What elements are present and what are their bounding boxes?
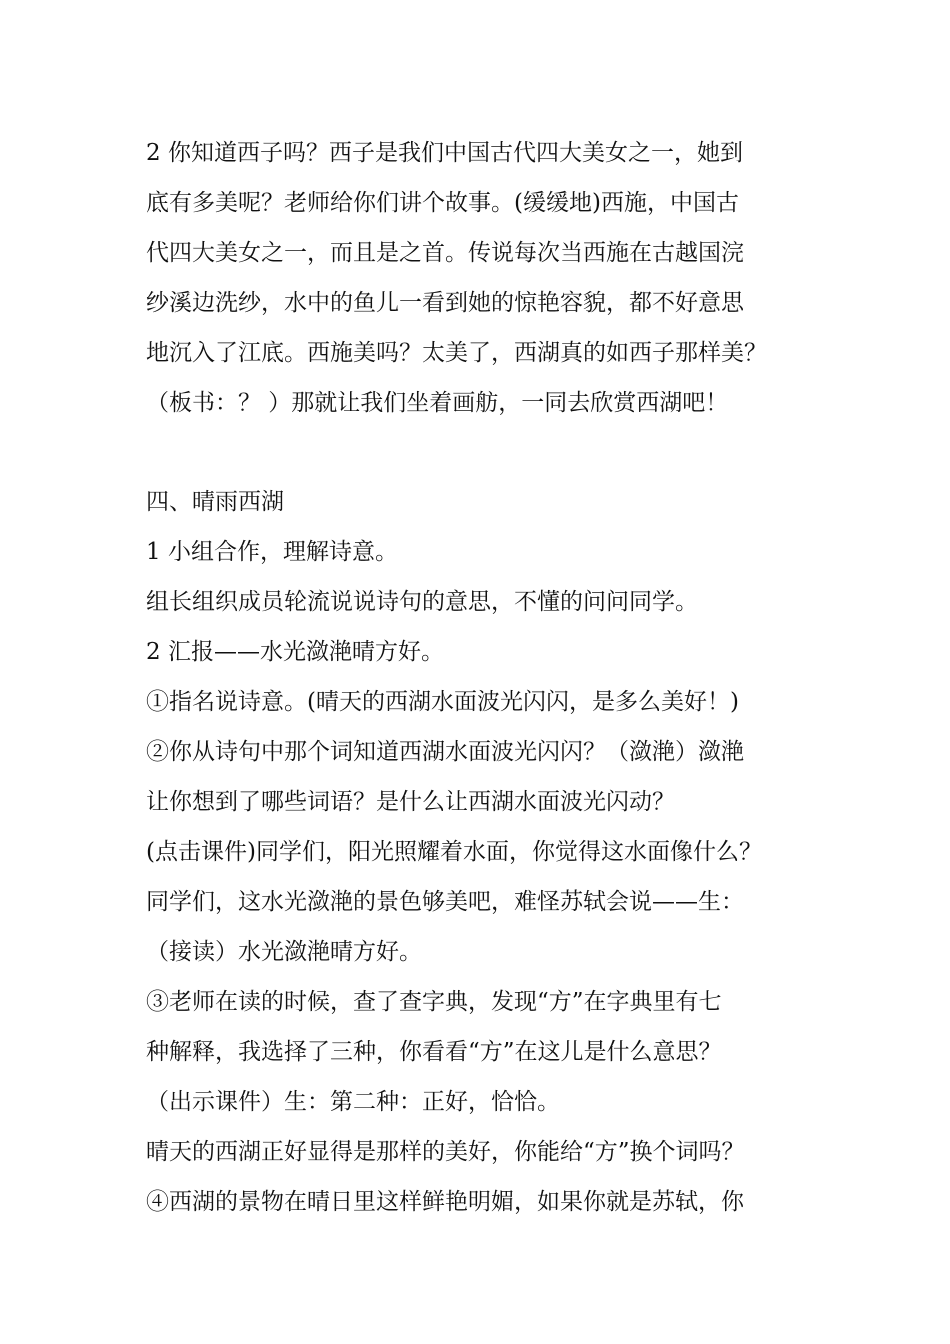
text-line: 地沉入了江底。西施美吗？太美了，西湖真的如西子那样美？ [146, 340, 767, 366]
section-heading: 四、晴雨西湖 [146, 489, 284, 515]
text-line: 纱溪边洗纱，水中的鱼儿一看到她的惊艳容貌，都不好意思 [146, 290, 744, 316]
text-line: 代四大美女之一，而且是之首。传说每次当西施在古越国浣 [146, 240, 744, 266]
text-line: 同学们，这水光潋滟的景色够美吧，难怪苏轼会说——生： [146, 889, 744, 915]
text-line: ③老师在读的时候，查了查字典，发现“方”在字典里有七 [146, 989, 722, 1015]
text-line: 种解释，我选择了三种，你看看“方”在这儿是什么意思？ [146, 1039, 722, 1065]
text-line: ④西湖的景物在晴日里这样鲜艳明媚，如果你就是苏轼，你 [146, 1189, 744, 1215]
text-line: ①指名说诗意。(晴天的西湖水面波光闪闪，是多么美好！) [146, 689, 739, 715]
text-line: 1 小组合作，理解诗意。 [146, 539, 398, 565]
text-line: 组长组织成员轮流说说诗句的意思，不懂的问问同学。 [146, 589, 698, 615]
text-line: ②你从诗句中那个词知道西湖水面波光闪闪？（潋滟）潋滟 [146, 739, 744, 765]
text-line: (点击课件)同学们，阳光照耀着水面，你觉得这水面像什么？ [146, 839, 762, 865]
lesson-section [146, 477, 836, 1227]
text-line: （出示课件）生：第二种：正好，恰恰。 [146, 1089, 560, 1115]
text-line: 晴天的西湖正好显得是那样的美好，你能给“方”换个词吗？ [146, 1139, 745, 1165]
text-line: 让你想到了哪些词语？是什么让西湖水面波光闪动？ [146, 789, 675, 815]
text-line: 2 你知道西子吗？西子是我们中国古代四大美女之一，她到 [146, 140, 743, 166]
text-line: 2 汇报——水光潋滟晴方好。 [146, 639, 444, 665]
story-paragraph [146, 128, 836, 428]
text-line: （接读）水光潋滟晴方好。 [146, 939, 422, 965]
text-line: （板书：？ ）那就让我们坐着画舫，一同去欣赏西湖吧！ [146, 390, 729, 416]
text-line: 底有多美呢？老师给你们讲个故事。(缓缓地)西施，中国古 [146, 190, 739, 216]
